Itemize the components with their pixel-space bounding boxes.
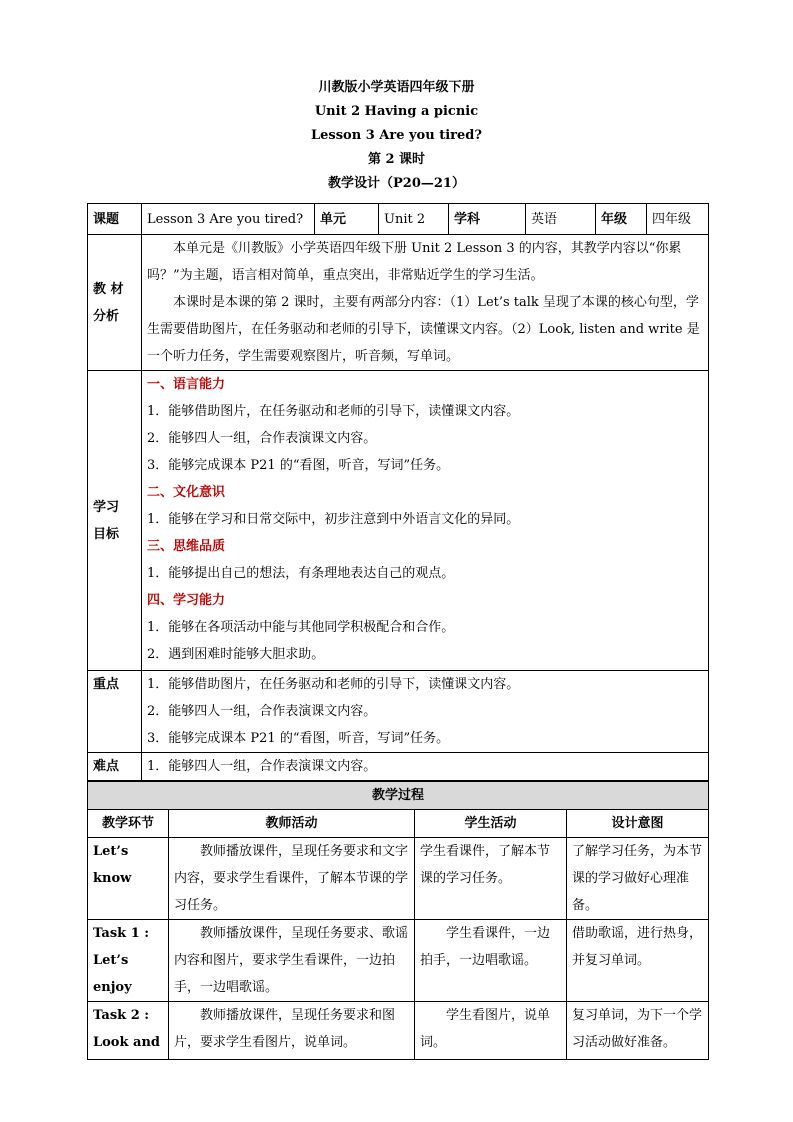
stage-cell: Task 2 : Look and (88, 1002, 169, 1060)
info-row (88, 204, 709, 235)
key-points-label: 重点 (88, 671, 142, 753)
analysis-paragraph: 本单元是《川教版》小学英语四年级下册 Unit 2 Lesson 3 的内容，其教学内容以“你累吗？”为主题，语言相对简单，重点突出，非常贴近学生的学习生活。 (147, 241, 682, 283)
teacher-activity-cell: 教师播放课件，呈现任务要求和图片，要求学生看图片，说单词。 (169, 1002, 415, 1060)
header-student: 学生活动 (415, 810, 567, 838)
subject-value: 英语 (526, 204, 596, 235)
objective-item: 2．能够四人一组，合作表演课文内容。 (147, 431, 377, 446)
process-header-row (88, 810, 709, 838)
key-points-row (88, 671, 709, 753)
textbook-title: 川教版小学英语四年级下册 (318, 80, 475, 95)
header-intent: 设计意图 (567, 810, 709, 838)
difficulties-row (88, 753, 709, 781)
process-title-row (88, 782, 709, 810)
key-point-item: 3．能够完成课本 P21 的“看图，听音，写词”任务。 (147, 731, 450, 746)
analysis-content (142, 235, 709, 371)
objectives-label-line2: 目标 (93, 526, 120, 542)
analysis-label-line2: 分析 (93, 308, 120, 324)
key-point-item: 1．能够借助图片，在任务驱动和老师的引导下，读懂课文内容。 (147, 677, 520, 692)
objective-heading-thinking: 三、思维品质 (147, 539, 226, 554)
design-title: 教学设计（P20—21） (328, 176, 465, 191)
design-intent-cell: 了解学习任务，为本节课的学习做好心理准备。 (567, 838, 709, 920)
grade-label: 年级 (596, 204, 647, 235)
analysis-label-line1: 教 材 (93, 281, 124, 297)
unit-title: Unit 2 Having a picnic (314, 104, 479, 119)
objective-item: 2．遇到困难时能够大胆求助。 (147, 647, 325, 662)
difficulties-label: 难点 (88, 753, 142, 781)
teaching-process-table (87, 781, 709, 1060)
unit-value: Unit 2 (379, 204, 449, 235)
objective-item: 1．能够在各项活动中能与其他同学积极配合和合作。 (147, 620, 455, 635)
table-row (88, 920, 709, 1002)
objective-item: 3．能够完成课本 P21 的“看图，听音，写词”任务。 (147, 458, 450, 473)
key-points-content (142, 671, 709, 753)
difficulties-content (142, 753, 709, 781)
lesson-title: Lesson 3 Are you tired? (311, 128, 482, 143)
subject-label: 学科 (449, 204, 526, 235)
design-intent-cell: 复习单词，为下一个学习活动做好准备。 (567, 1002, 709, 1060)
table-row (88, 1002, 709, 1060)
teacher-activity-cell: 教师播放课件，呈现任务要求、歌谣内容和图片，要求学生看课件，一边拍手，一边唱歌谣。 (169, 920, 415, 1002)
header-teacher: 教师活动 (169, 810, 415, 838)
objective-item: 1．能够提出自己的想法，有条理地表达自己的观点。 (147, 566, 455, 581)
lesson-info-table (87, 203, 709, 781)
header-stage: 教学环节 (88, 810, 169, 838)
process-title: 教学过程 (88, 782, 709, 810)
grade-value: 四年级 (647, 204, 709, 235)
objectives-content (142, 371, 709, 671)
key-point-item: 2．能够四人一组，合作表演课文内容。 (147, 704, 377, 719)
objectives-label-line1: 学习 (93, 499, 120, 515)
teacher-activity-cell: 教师播放课件，呈现任务要求和文字内容，要求学生看课件，了解本节课的学习任务。 (169, 838, 415, 920)
difficulty-item: 1．能够四人一组，合作表演课文内容。 (147, 759, 377, 774)
objective-item: 1．能够在学习和日常交际中，初步注意到中外语言文化的异同。 (147, 512, 520, 527)
objective-heading-learning: 四、学习能力 (147, 593, 226, 608)
stage-cell: Task 1 : Let’s enjoy (88, 920, 169, 1002)
student-activity-cell: 学生看课件，一边拍手，一边唱歌谣。 (415, 920, 567, 1002)
unit-label: 单元 (315, 204, 379, 235)
design-intent-cell: 借助歌谣，进行热身，并复习单词。 (567, 920, 709, 1002)
student-activity-cell: 学生看图片，说单词。 (415, 1002, 567, 1060)
document-headings (0, 76, 793, 196)
objective-heading-language: 一、语言能力 (147, 377, 226, 392)
student-activity-cell: 学生看课件，了解本节课的学习任务。 (415, 838, 567, 920)
table-row (88, 838, 709, 920)
stage-cell: Let’s know (88, 838, 169, 920)
analysis-row (88, 235, 709, 371)
objective-item: 1．能够借助图片，在任务驱动和老师的引导下，读懂课文内容。 (147, 404, 520, 419)
objective-heading-culture: 二、文化意识 (147, 485, 226, 500)
topic-label: 课题 (88, 204, 142, 235)
topic-value: Lesson 3 Are you tired? (142, 204, 315, 235)
objectives-label (88, 371, 142, 671)
objectives-row (88, 371, 709, 671)
analysis-label (88, 235, 142, 371)
analysis-paragraph: 本课时是本课的第 2 课时，主要有两部分内容：（1）Let’s talk 呈现了本课的核心句型，学生需要借助图片，在任务驱动和老师的引导下，读懂课文内容。（2）Look, listen and write 是一个听力任务，学生需要观察图片，听音频，写单词。 (147, 295, 700, 364)
period-title: 第 2 课时 (367, 152, 426, 167)
